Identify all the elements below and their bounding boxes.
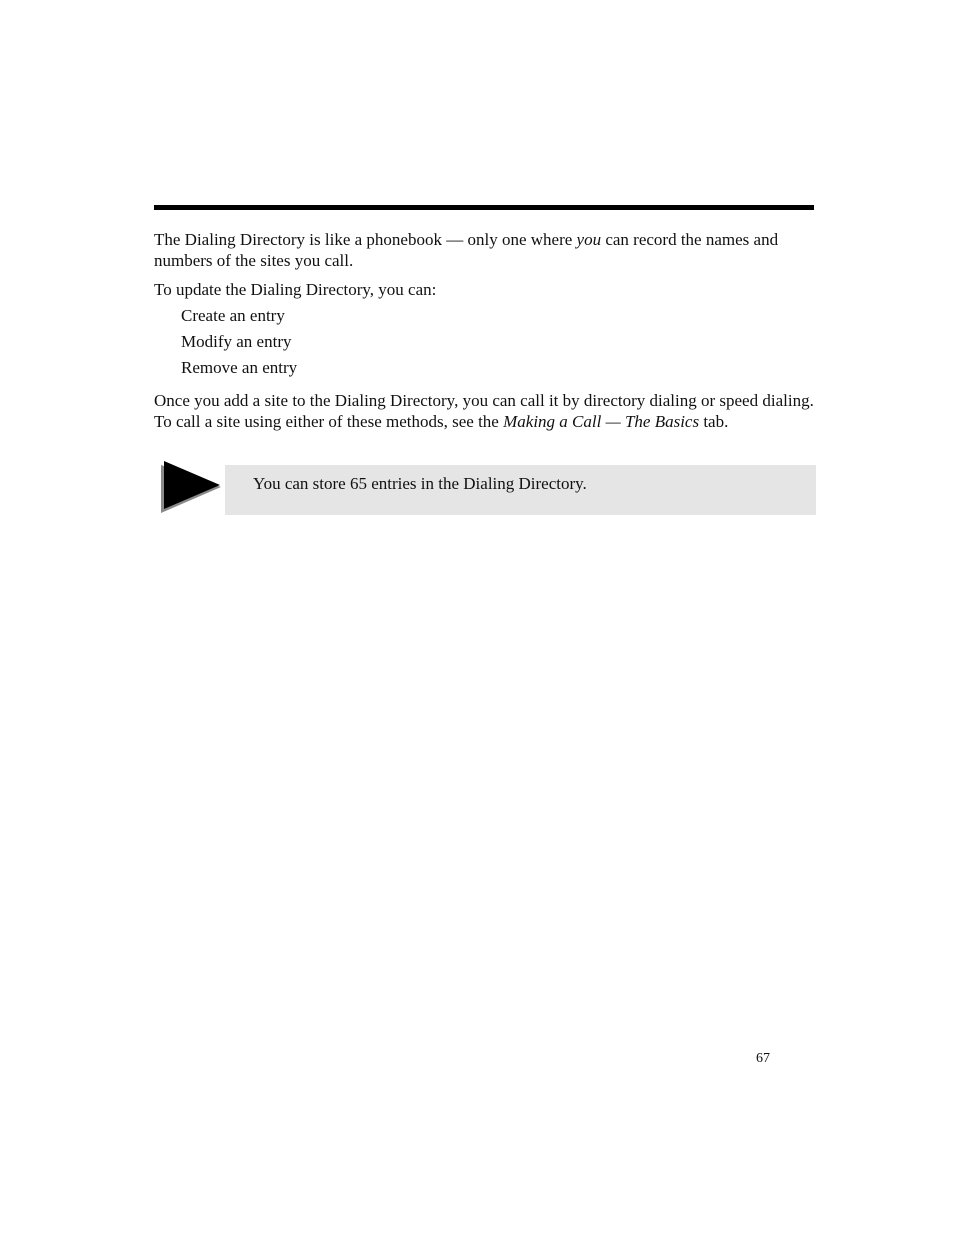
note-box — [225, 465, 816, 515]
followup-text-end: tab. — [699, 412, 729, 431]
list-item: Create an entry — [181, 306, 285, 325]
intro-paragraph — [154, 229, 816, 271]
list-item: Modify an entry — [181, 332, 292, 351]
list-item: Remove an entry — [181, 358, 298, 377]
intro-text-end: can record the names and numbers of the sites you call. — [154, 230, 779, 270]
followup-paragraph — [154, 390, 816, 432]
followup-text-start: Once you add a site to the Dialing Directory, you can call it by directory dialing or speed dialing. To call a site using either of these methods, see the — [154, 391, 814, 431]
intro-emphasis: you — [576, 230, 602, 249]
page-number: 67 — [756, 1051, 770, 1066]
note-text: You can store 65 entries in the Dialing Directory. — [253, 474, 587, 493]
arrow-pointer-icon — [160, 459, 222, 515]
header-rule — [154, 205, 814, 210]
action-list — [154, 305, 816, 378]
body-content — [154, 229, 816, 432]
tab-reference: Making a Call — The Basics — [503, 412, 700, 431]
lead-paragraph: To update the Dialing Directory, you can: — [154, 280, 437, 299]
intro-text-start: The Dialing Directory is like a phonebook — only one where — [154, 230, 577, 249]
